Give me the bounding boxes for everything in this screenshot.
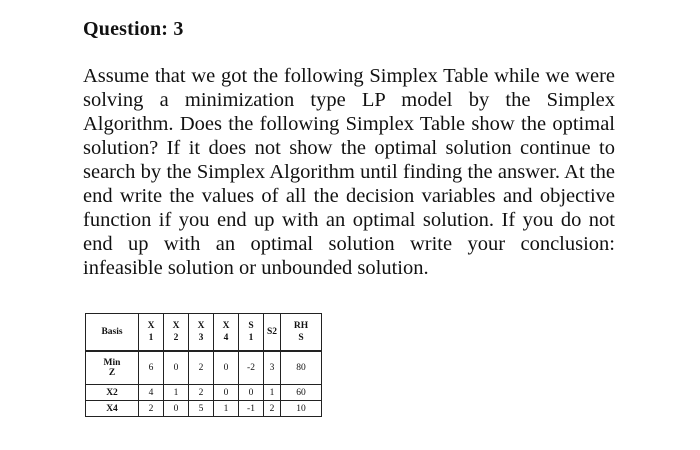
cell: 6 bbox=[139, 351, 164, 385]
header-basis: Basis bbox=[86, 314, 139, 352]
table-row bbox=[86, 385, 322, 401]
cell: 4 bbox=[139, 385, 164, 401]
header-rhs: RH S bbox=[281, 314, 322, 352]
header-s1: S 1 bbox=[239, 314, 264, 352]
cell: 2 bbox=[264, 401, 281, 417]
cell: -2 bbox=[239, 351, 264, 385]
question-text: Assume that we got the following Simplex Table while we were solving a minimization type LP model by the Simplex Algorithm. Does the following Simplex Table show the optimal solution? If it does not show the optimal solution continue to search by the Simplex Algorithm until finding the answer. At the end write the values of all the decision variables and objective function if you end up with an optimal solution. If you do not end up with an optimal solution write your conclusion: infeasible solution or unbounded solution. bbox=[83, 65, 615, 279]
row-basis-x2: X2 bbox=[86, 385, 139, 401]
cell: 0 bbox=[164, 351, 189, 385]
header-s2: S2 bbox=[264, 314, 281, 352]
table-row bbox=[86, 351, 322, 385]
cell: 3 bbox=[264, 351, 281, 385]
cell: 10 bbox=[281, 401, 322, 417]
header-x4: X 4 bbox=[214, 314, 239, 352]
question-heading: Question: 3 bbox=[83, 18, 184, 40]
cell: -1 bbox=[239, 401, 264, 417]
cell: 1 bbox=[264, 385, 281, 401]
cell: 60 bbox=[281, 385, 322, 401]
cell: 80 bbox=[281, 351, 322, 385]
table-row bbox=[86, 401, 322, 417]
row-basis-minz: Min Z bbox=[86, 351, 139, 385]
cell: 1 bbox=[214, 401, 239, 417]
simplex-table bbox=[85, 313, 322, 417]
cell: 2 bbox=[139, 401, 164, 417]
cell: 2 bbox=[189, 385, 214, 401]
cell: 2 bbox=[189, 351, 214, 385]
row-basis-x4: X4 bbox=[86, 401, 139, 417]
table-header-row bbox=[86, 314, 322, 352]
cell: 0 bbox=[214, 351, 239, 385]
cell: 5 bbox=[189, 401, 214, 417]
cell: 0 bbox=[164, 401, 189, 417]
header-x2: X 2 bbox=[164, 314, 189, 352]
cell: 0 bbox=[214, 385, 239, 401]
header-x1: X 1 bbox=[139, 314, 164, 352]
cell: 1 bbox=[164, 385, 189, 401]
header-x3: X 3 bbox=[189, 314, 214, 352]
cell: 0 bbox=[239, 385, 264, 401]
